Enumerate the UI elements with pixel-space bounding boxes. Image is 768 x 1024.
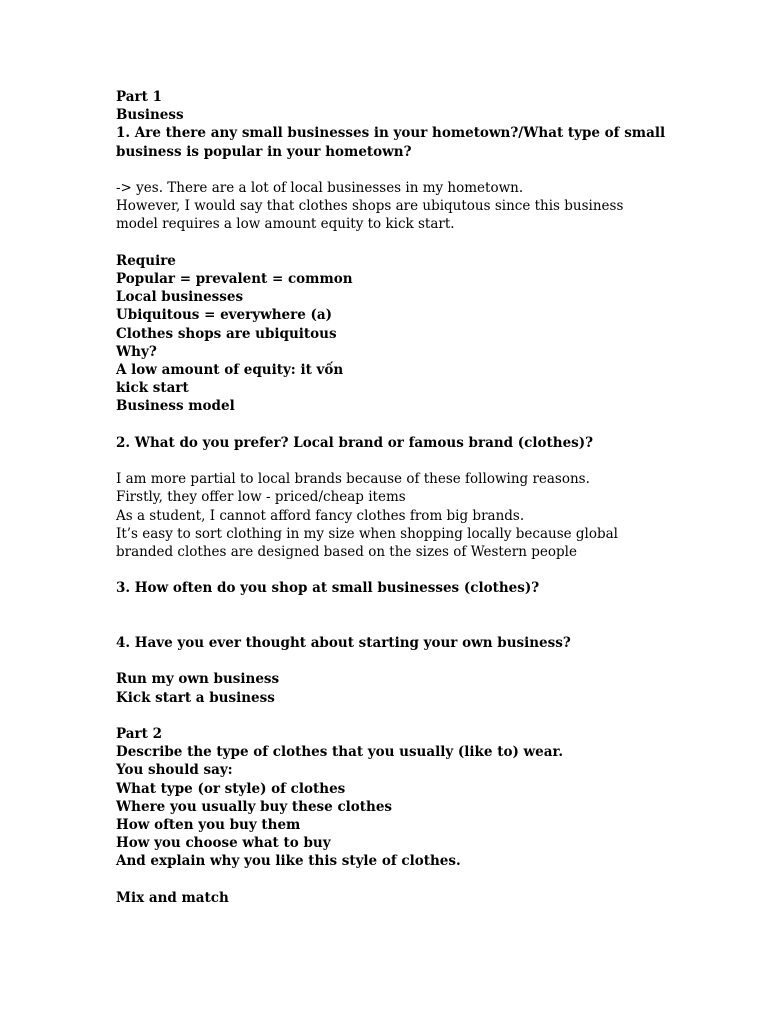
- bold-text-line: 1. Are there any small businesses in your hometown?/What type of small: [116, 125, 666, 142]
- blank-line: [116, 416, 676, 434]
- bold-text-line: You should say:: [116, 762, 233, 779]
- bold-text-line: And explain why you like this style of clothes.: [116, 853, 461, 870]
- bold-text-line: Kick start a business: [116, 689, 275, 706]
- bold-text-line: 4. Have you ever thought about starting your own business?: [116, 634, 571, 651]
- bold-text-line: business is popular in your hometown?: [116, 143, 412, 160]
- blank-line: [116, 652, 676, 670]
- text-line: Firstly, they offer low - priced/cheap items: [116, 489, 406, 506]
- bold-text-line: How often you buy them: [116, 816, 301, 833]
- text-line: branded clothes are designed based on the sizes of Western people: [116, 544, 577, 561]
- text-line: I am more partial to local brands because of these following reasons.: [116, 471, 590, 488]
- bold-text-line: Clothes shops are ubiquitous: [116, 325, 337, 342]
- blank-line: [116, 452, 676, 470]
- bold-text-line: Popular = prevalent = common: [116, 271, 353, 287]
- bold-text-line: Where you usually buy these clothes: [116, 798, 393, 815]
- bold-text-line: kick start: [116, 380, 189, 397]
- text-line: However, I would say that clothes shops are ubiqutous since this business: [116, 198, 624, 215]
- bold-text-line: Business: [116, 107, 184, 124]
- text-line: As a student, I cannot afford fancy clothes from big brands.: [116, 507, 525, 524]
- document-body: [116, 88, 676, 907]
- bold-text-line: Describe the type of clothes that you usually (like to) wear.: [116, 744, 564, 761]
- blank-line: [116, 234, 676, 252]
- bold-text-line: What type (or style) of clothes: [116, 780, 346, 797]
- bold-text-line: How you choose what to buy: [116, 835, 331, 852]
- blank-line: [116, 561, 676, 579]
- bold-text-line: Require: [116, 252, 176, 269]
- text-line: model requires a low amount equity to kick start.: [116, 216, 455, 233]
- bold-text-line: A low amount of equity: it vốn: [116, 362, 344, 379]
- bold-text-line: 2. What do you prefer? Local brand or famous brand (clothes)?: [116, 434, 594, 451]
- bold-text-line: Part 1: [116, 89, 162, 105]
- text-line: -> yes. There are a lot of local businesses in my hometown.: [116, 180, 524, 196]
- text-line: It’s easy to sort clothing in my size when shopping locally because global: [116, 525, 619, 542]
- blank-line: [116, 616, 676, 634]
- bold-text-line: Mix and match: [116, 889, 229, 906]
- bold-text-line: Run my own business: [116, 671, 280, 688]
- blank-line: [116, 871, 676, 889]
- bold-text-line: Business model: [116, 398, 235, 415]
- bold-text-line: Ubiquitous = everywhere (a): [116, 307, 333, 324]
- bold-text-line: Why?: [116, 343, 157, 360]
- blank-line: [116, 598, 676, 616]
- bold-text-line: 3. How often do you shop at small businesses (clothes)?: [116, 580, 540, 597]
- blank-line: [116, 161, 676, 179]
- bold-text-line: Local businesses: [116, 289, 244, 306]
- bold-text-line: Part 2: [116, 725, 162, 742]
- blank-line: [116, 707, 676, 725]
